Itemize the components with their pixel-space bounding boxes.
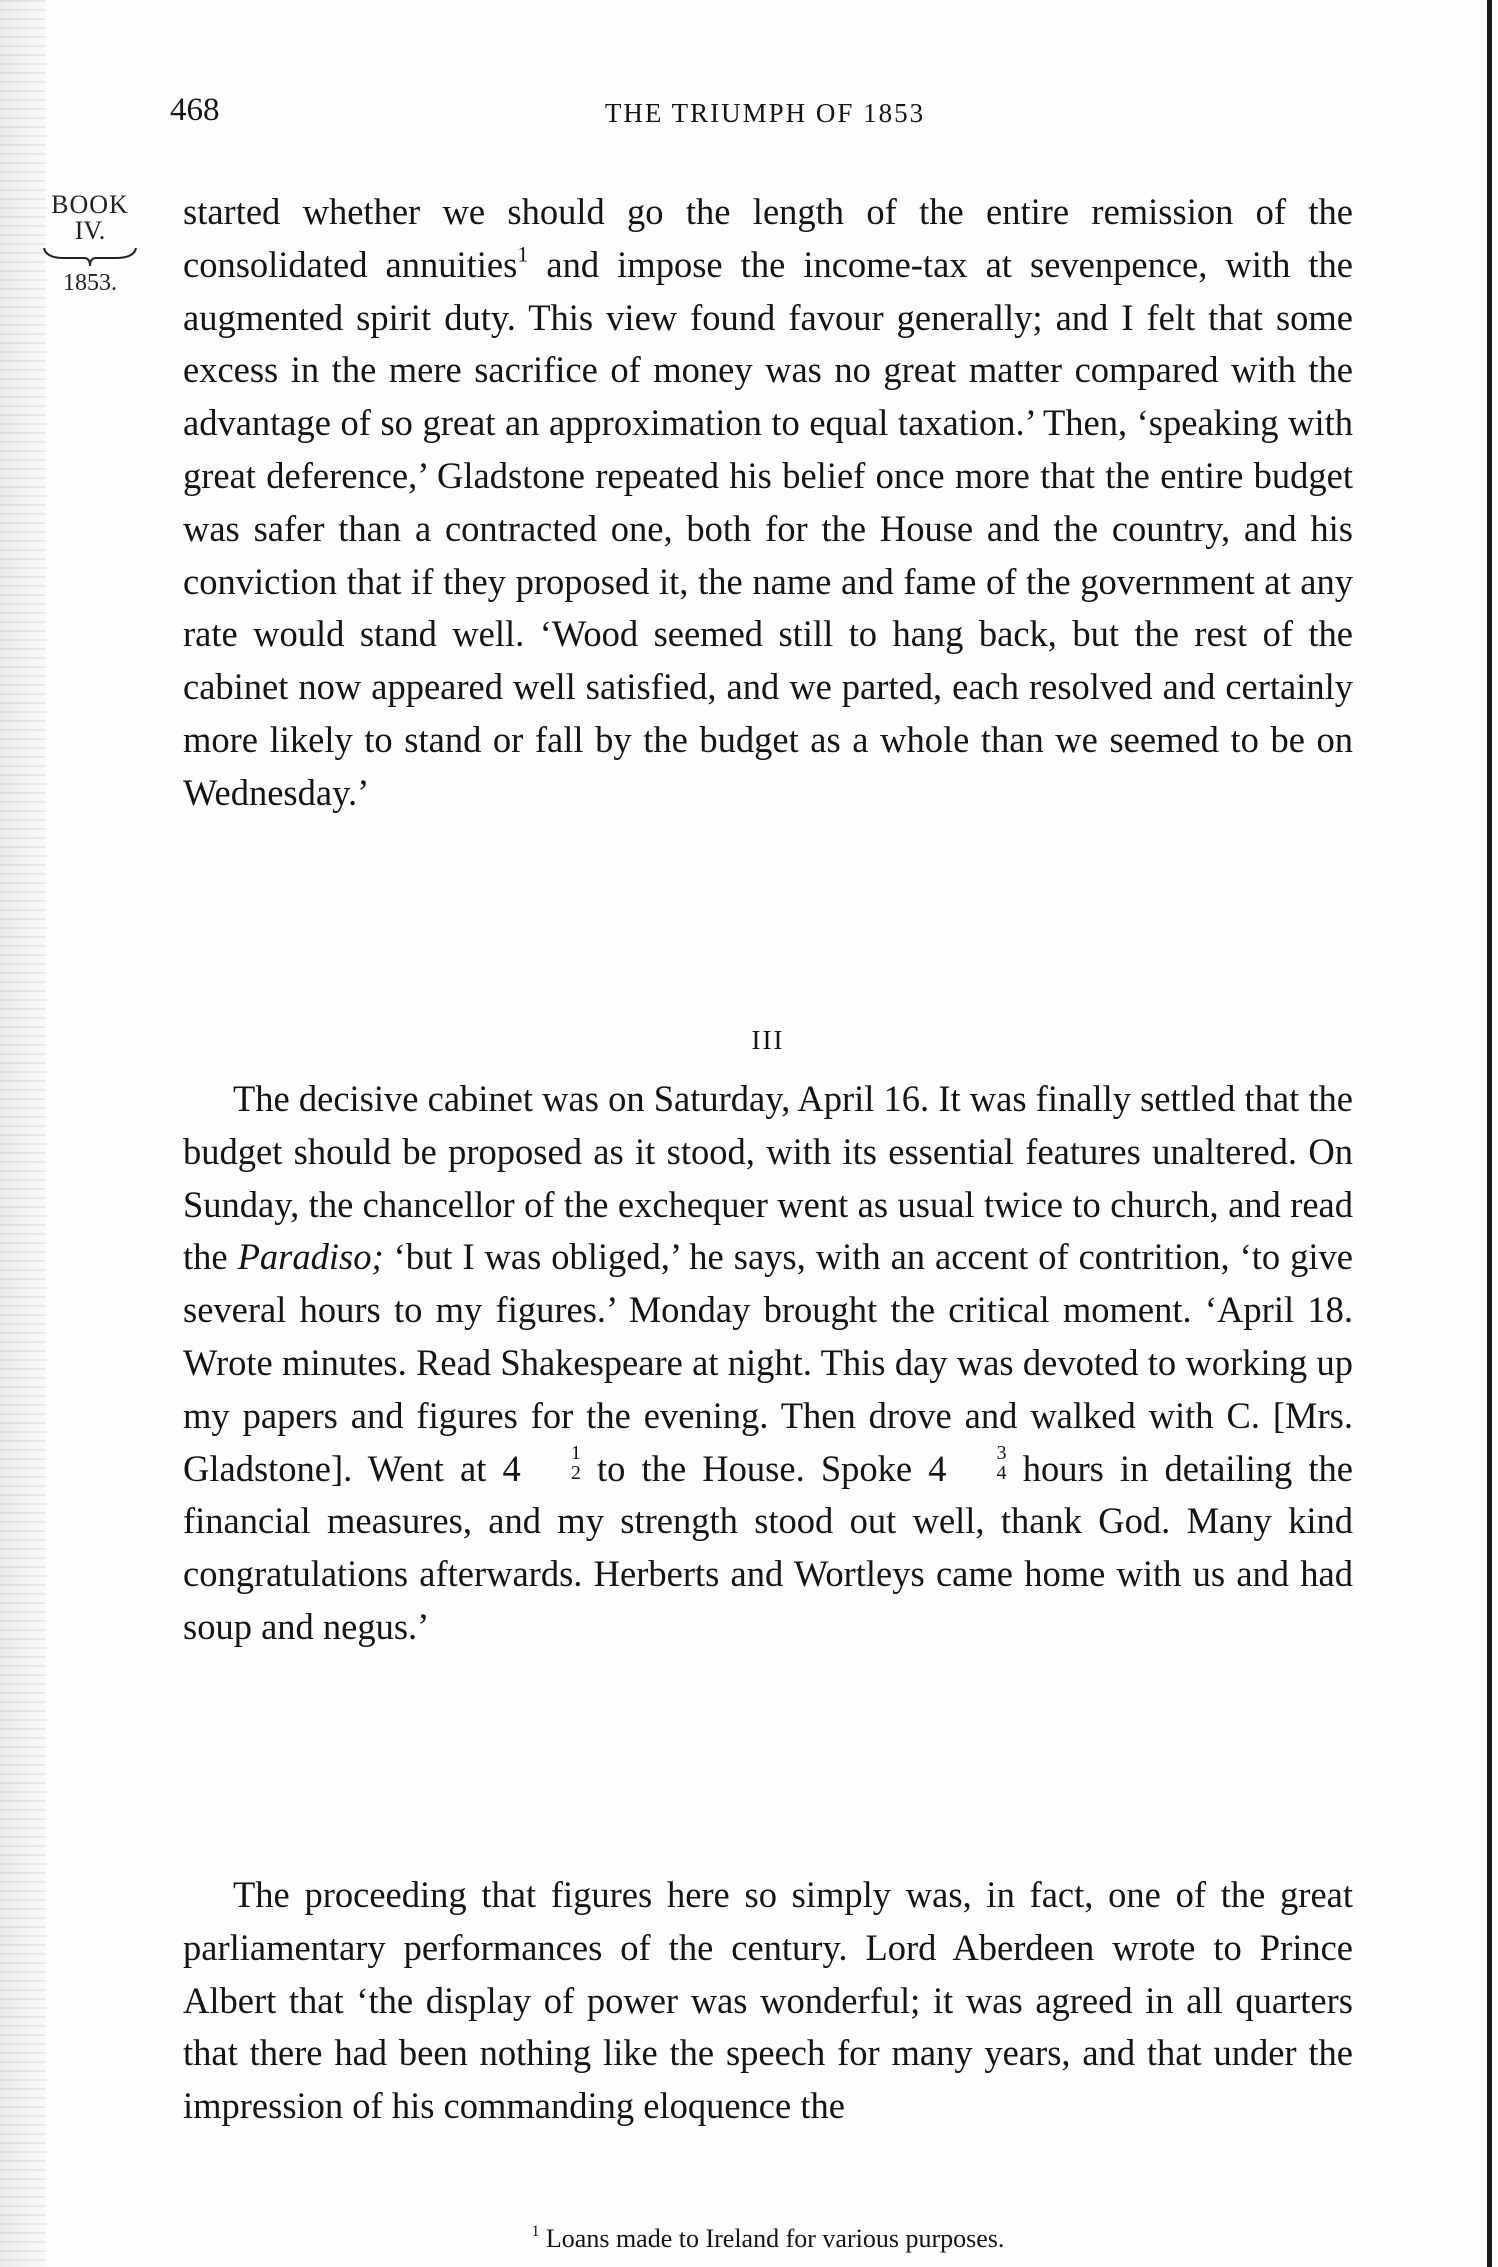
scanned-page-gutter: [0, 0, 46, 2267]
footnote: [183, 2224, 1353, 2254]
margin-year-label: 1853.: [63, 270, 117, 296]
footnote-marker: 1: [531, 2223, 540, 2241]
paragraph-3: [183, 1869, 1353, 2133]
paragraph-2: [183, 1073, 1353, 1654]
paragraph-2-text-d: hours in detailing the financial measures, and my strength stood out well, thank God. Many kind congratulations afterwards. Herberts and Wortleys came home with us and had soup and negus.’: [183, 1447, 1353, 1648]
running-title: THE TRIUMPH OF 1853: [604, 98, 926, 128]
paragraph-2-text-a: The decisive cabinet was on Saturday, April 16. It was finally settled that the budget should be proposed as it stood, with its essential features unaltered. On Sunday, the chancellor of the exchequer went as usual twice to church, and read the: [183, 1078, 1353, 1278]
page-header: [170, 92, 1360, 142]
paragraph-1-text-a: started whether we should go the length of the entire remission of the consolidated annuities: [183, 191, 1353, 285]
section-heading: III: [751, 1025, 785, 1055]
brace-icon: [40, 246, 140, 268]
paragraph-2-text-c: to the House. Spoke 4: [580, 1447, 947, 1489]
fraction-one-half: 1 2: [570, 1441, 581, 1484]
paragraph-3-text: The proceeding that figures here so simply was, in fact, one of the great parliamentary performances of the century. Lord Aberdeen wrote to Prince Albert that ‘the display of power was wonderful; it was agreed in all quarters that there had been nothing like the speech for many years, and that under the impression of his commanding eloquence the: [183, 1874, 1353, 2127]
paragraph-1: [183, 186, 1353, 820]
page-number: 468: [170, 92, 220, 128]
footnote-text: Loans made to Ireland for various purposes.: [539, 2224, 1005, 2253]
paragraph-2-text-b: ‘but I was obliged,’ he says, with an accent of contrition, ‘to give several hours to my figures.’ Monday brought the critical moment. ‘April 18. Wrote minutes. Read Shakespeare at night. This day was devoted to working up my papers and figures for the evening. Then drove and walked with C. [Mrs. Gladstone]. Went at 4: [183, 1236, 1354, 1489]
paragraph-1-text-b: and impose the income-tax at sevenpence, with the augmented spirit duty. This view found favour generally; and I felt that some excess in the mere sacrifice of money was no great matter compared with the advantage of so great an approximation to equal taxation.’ Then, ‘speaking with great deference,’ Gladstone repeated his belief once more that the entire budget was safer than a contracted one, both for the House and the country, and his conviction that if they proposed it, the name and fame of the government at any rate would stand well. ‘Wood seemed still to hang back, but the rest of the cabinet now appeared well satisfied, and we parted, each resolved and certainly more likely to stand or fall by the budget as a whole than we seemed to be on Wednesday.’: [183, 243, 1353, 813]
margin-note: [40, 190, 140, 297]
fraction-three-quarters: 3 4: [996, 1441, 1007, 1484]
margin-book-label: BOOK: [51, 190, 129, 219]
page-edge-rule: [1487, 0, 1492, 2267]
italic-title-paradiso: Paradiso;: [237, 1236, 384, 1278]
footnote-reference: 1: [517, 241, 529, 267]
margin-volume-label: IV.: [74, 216, 106, 245]
